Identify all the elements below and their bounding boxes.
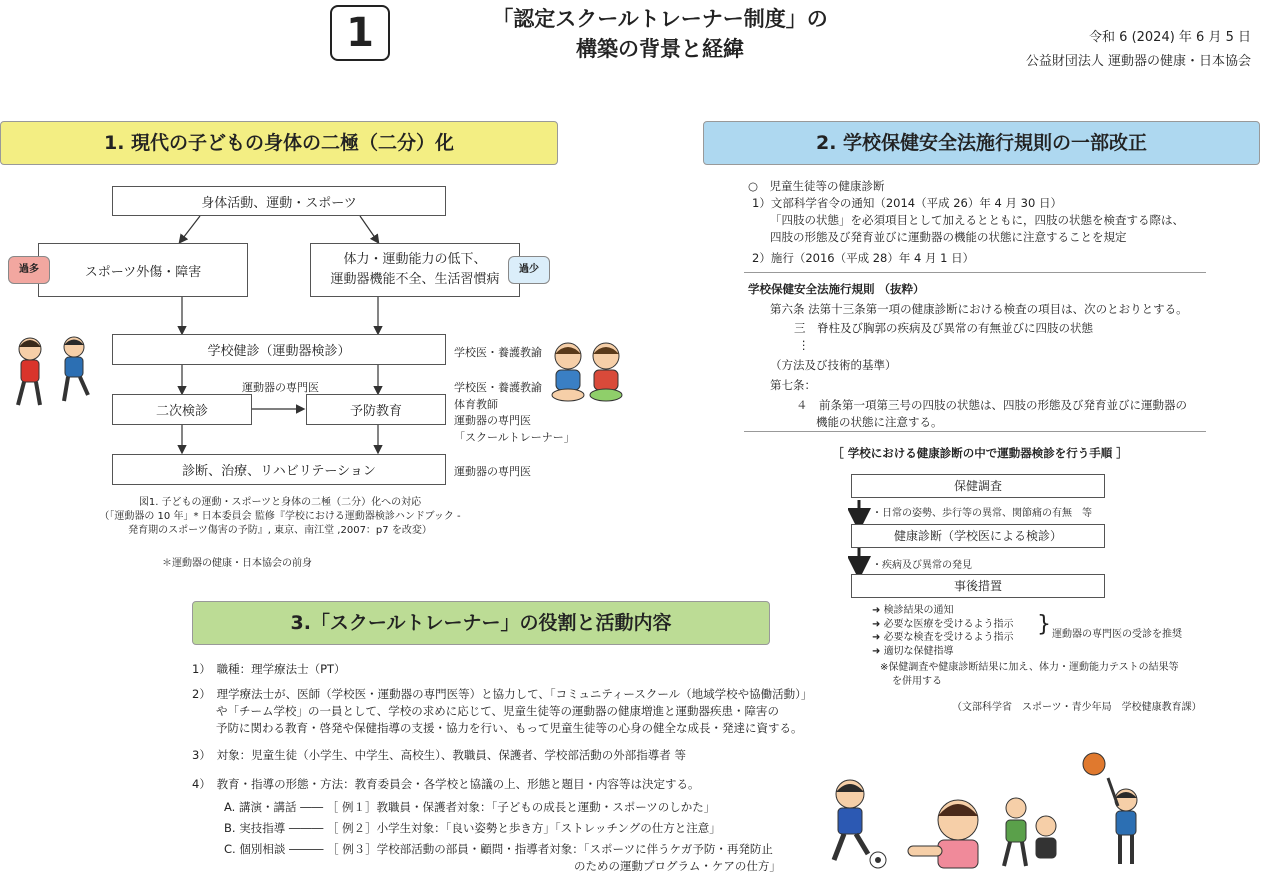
specialist-label: 運動器の専門医 bbox=[242, 381, 319, 394]
header-meta bbox=[1026, 26, 1251, 74]
step1-note: ・日常の姿勢、歩行等の異常、関節痛の有無 等 bbox=[872, 508, 1092, 519]
note-line-1: ※保健調査や健康診断結果に加え、体力・運動能力テストの結果等 bbox=[880, 662, 1179, 673]
brace: } bbox=[1037, 612, 1051, 637]
caption-line-1: 図1. 子どもの運動・スポーツと身体の二極（二分）化への対応 bbox=[138, 497, 422, 508]
footnote: ＊運動器の健康・日本協会の前身 bbox=[162, 558, 312, 569]
diagnosis-box: 診断、治療、リハビリテーション bbox=[112, 454, 446, 485]
procedure-note bbox=[880, 661, 1179, 689]
org-name: 公益財団法人 運動器の健康・日本協会 bbox=[1025, 54, 1251, 69]
notice-line: 1）文部科学省令の通知（2014（平成 26）年 4 月 30 日） bbox=[752, 196, 1062, 210]
notice-line: 2）施行（2016（平成 28）年 4 月 1 日） bbox=[752, 251, 975, 265]
divider bbox=[744, 272, 1206, 273]
step2-note: ・疾病及び異常の発見 bbox=[872, 560, 972, 571]
prevention-side-item: 「スクールトレーナー」 bbox=[454, 430, 575, 444]
action-item: ➜ 必要な医療を受けるよう指示 bbox=[872, 618, 1014, 630]
note-line-2: を併用する bbox=[892, 676, 942, 687]
notice-line: 「四肢の状態」を必須項目として加えるとともに，四肢の状態を検査する際は、 bbox=[770, 213, 1184, 227]
notice-line: ○ 児童生徒等の健康診断 bbox=[748, 179, 885, 193]
caption-line-2: （「運動器の 10 年」* 日本委員会 監修『学校における運動器検診ハンドブック - bbox=[99, 511, 461, 522]
step-health-checkup: 健康診断（学校医による検診） bbox=[851, 524, 1105, 548]
decline-line-2: 運動器機能不全、生活習慣病 bbox=[330, 272, 500, 287]
rule-6: 第六条 法第十三条第一項の健康診断における検査の項目は、次のとおりとする。 bbox=[770, 302, 1188, 316]
figure-caption bbox=[60, 496, 500, 538]
action-item: ➜ 必要な検査を受けるよう指示 bbox=[872, 632, 1014, 643]
prevention-side-item: 学校医・養護教諭 bbox=[454, 381, 542, 394]
method-label: （方法及び技術的基準） bbox=[770, 358, 897, 372]
form-a: A. 講演・講話 ―― ［ 例１］教職員・保護者対象：「子どもの成長と運動・スポーツのしかた」 bbox=[224, 800, 716, 814]
rule-6-item-3: 三 脊柱及び胸郭の疾病及び異常の有無並びに四肢の状態 bbox=[794, 321, 1093, 335]
role-item-3: 3） 対象：児童生徒（小学生、中学生、高校生）、教職員、保護者、学校部活動の外部指導者 等 bbox=[192, 748, 686, 762]
section3-heading: 3.「スクールトレーナー」の役割と活動内容 bbox=[192, 601, 770, 645]
step-health-survey: 保健調査 bbox=[851, 474, 1105, 498]
caption-line-3: 発育期のスポーツ傷害の予防』, 東京、南江堂 ,2007：p7 を改変） bbox=[128, 525, 432, 536]
form-b: B. 実技指導 ――― ［ 例２］小学生対象：「良い姿勢と歩き方」「ストレッチングの仕方と注意」 bbox=[224, 821, 721, 835]
arrow-to-injury bbox=[180, 216, 200, 242]
arrow-to-decline bbox=[360, 216, 378, 242]
section1-heading: 1. 現代の子どもの身体の二極（二分）化 bbox=[0, 121, 558, 165]
action-item: ➜ 適切な保健指導 bbox=[872, 645, 954, 657]
notice-line: 四肢の形態及び発育並びに運動器の機能の状態に注意することを規定 bbox=[770, 230, 1127, 244]
procedure-title: ［ 学校における健康診断の中で運動器検診を行う手順 ］ bbox=[832, 446, 1128, 460]
rule-7: 第七条： bbox=[770, 378, 816, 392]
form-c-line2: のための運動プログラム・ケアの仕方」 bbox=[574, 859, 781, 873]
action-list bbox=[872, 604, 1014, 658]
divider bbox=[744, 431, 1206, 432]
activity-box: 身体活動、運動・スポーツ bbox=[112, 186, 446, 216]
prevention-box: 予防教育 bbox=[306, 394, 446, 425]
title-line-1: 「認定スクールトレーナー制度」の bbox=[492, 7, 828, 31]
role-item-1: 1） 職種：理学療法士（PT） bbox=[192, 662, 346, 676]
section2-heading: 2. 学校保健安全法施行規則の一部改正 bbox=[703, 121, 1260, 165]
secondary-checkup-box: 二次検診 bbox=[112, 394, 252, 425]
decline-line-1: 体力・運動能力の低下、 bbox=[343, 252, 487, 267]
children-running-illustration bbox=[8, 335, 102, 413]
checkup-side-label: 学校医・養護教諭 bbox=[454, 346, 542, 359]
ellipsis: ⋮ bbox=[798, 338, 810, 352]
step-follow-up: 事後措置 bbox=[851, 574, 1105, 598]
rule-7-item-4-line1: ４ 前条第一項第三号の四肢の状態は、四肢の形態及び発育並びに運動器の bbox=[796, 398, 1187, 412]
action-item: ➜ 検診結果の通知 bbox=[872, 605, 954, 616]
diagnosis-side-label: 運動器の専門医 bbox=[454, 465, 531, 478]
date-text: 令和 6 (2024) 年 6 月 5 日 bbox=[1089, 30, 1251, 45]
prevention-side-item: 運動器の専門医 bbox=[454, 414, 531, 427]
section2-content bbox=[748, 178, 1184, 267]
role-item-2-line1: 2） 理学療法士が、医師（学校医・運動器の専門医等）と協力して、「コミュニティースクール（地域学校や協働活動）」 bbox=[192, 687, 813, 701]
recommend-text: 運動器の専門医の受診を推奨 bbox=[1052, 629, 1182, 640]
children-sitting-illustration bbox=[548, 340, 628, 404]
prevention-side-item: 体育教師 bbox=[454, 397, 498, 411]
role-item-4: 4） 教育・指導の形態・方法：教育委員会・各学校と協議の上、形態と題目・内容等は決定する。 bbox=[192, 777, 700, 791]
title-line-2: 構築の背景と経緯 bbox=[576, 37, 744, 61]
decline-box bbox=[310, 243, 520, 297]
excess-tag: 過多 bbox=[8, 256, 50, 284]
section3-content bbox=[192, 661, 812, 875]
role-item-2-line2: や「チーム学校」の一員として、学校の求めに応じて、児童生徒等の運動器の健康増進と運動器疾患・障害の bbox=[216, 704, 780, 718]
rules-block bbox=[748, 281, 1188, 431]
rules-title: 学校保健安全法施行規則 （抜粋） bbox=[748, 282, 925, 296]
form-c-line1: C. 個別相談 ――― ［ 例３］学校部活動の部員・顧問・指導者対象：「スポーツに伴うケガ予防・再発防止 bbox=[224, 842, 773, 856]
activities-illustration bbox=[808, 748, 1248, 874]
lack-tag: 過少 bbox=[508, 256, 550, 284]
rule-7-item-4-line2: 機能の状態に注意する。 bbox=[816, 415, 943, 429]
injury-box: スポーツ外傷・障害 bbox=[38, 243, 248, 297]
role-item-2-line3: 予防に関わる教育・啓発や保健指導の支援・協力を行い、もって児童生徒等の心身の健全な成長・発達に資する。 bbox=[216, 721, 803, 735]
checkup-box: 学校健診（運動器検診） bbox=[112, 334, 446, 365]
source-text: （文部科学省 スポーツ・青少年局 学校健康教育課） bbox=[952, 702, 1202, 713]
section-number-box: 1 bbox=[330, 5, 390, 61]
